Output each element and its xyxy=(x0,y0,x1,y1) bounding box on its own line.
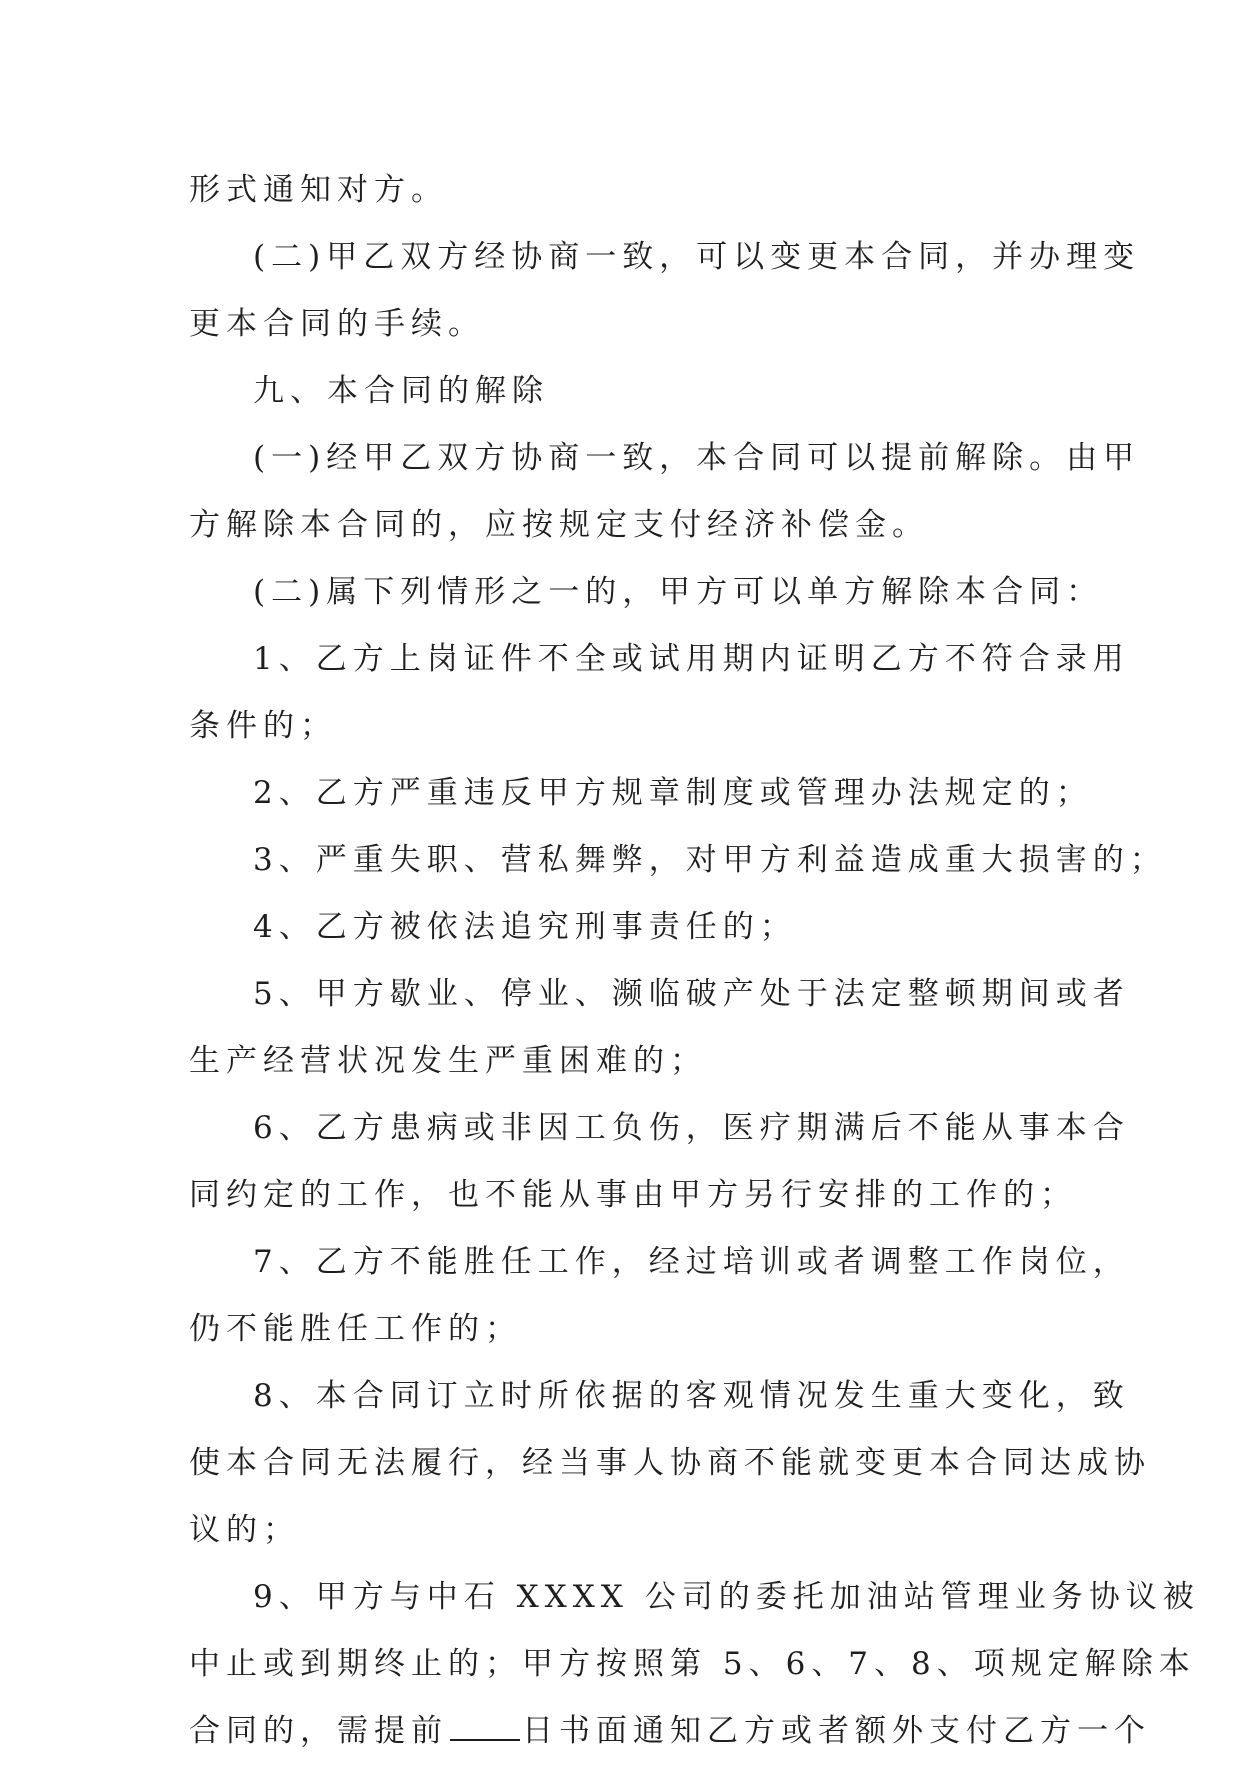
text-line-with-blank xyxy=(189,1698,1151,1765)
list-item: 5、甲方歇业、停业、濒临破产处于法定整顿期间或者 xyxy=(253,976,1130,1012)
fill-in-blank xyxy=(450,1711,520,1741)
text-line: 更本合同的手续。 xyxy=(189,306,485,342)
list-item: 1、乙方上岗证件不全或试用期内证明乙方不符合录用 xyxy=(253,641,1130,677)
list-item: 2、乙方严重违反甲方规章制度或管理办法规定的； xyxy=(253,775,1093,811)
section-heading: 九、本合同的解除 xyxy=(253,373,549,409)
text-line: (二)甲乙双方经协商一致，可以变更本合同，并办理变 xyxy=(253,239,1141,275)
text-line: 形式通知对方。 xyxy=(189,172,448,208)
text-segment: 合同的，需提前 xyxy=(189,1713,448,1749)
text-line: 仍不能胜任工作的； xyxy=(189,1311,522,1347)
text-line: (二)属下列情形之一的，甲方可以单方解除本合同： xyxy=(253,574,1104,610)
text-line: 生产经营状况发生严重困难的； xyxy=(189,1043,707,1079)
list-item: 8、本合同订立时所依据的客观情况发生重大变化，致 xyxy=(253,1378,1130,1414)
list-item: 9、甲方与中石 XXXX 公司的委托加油站管理业务协议被 xyxy=(253,1579,1200,1615)
text-line: (一)经甲乙双方协商一致，本合同可以提前解除。由甲 xyxy=(253,440,1141,476)
text-segment: 日书面通知乙方或者额外支付乙方一个 xyxy=(522,1713,1151,1749)
list-item: 3、严重失职、营私舞弊，对甲方利益造成重大损害的； xyxy=(253,842,1167,878)
text-line: 议的； xyxy=(189,1512,300,1548)
list-item: 4、乙方被依法追究刑事责任的； xyxy=(253,909,797,945)
text-line: 同约定的工作，也不能从事由甲方另行安排的工作的； xyxy=(189,1177,1077,1213)
list-item: 6、乙方患病或非因工负伤，医疗期满后不能从事本合 xyxy=(253,1110,1130,1146)
contract-body xyxy=(189,157,1200,1765)
text-line: 使本合同无法履行，经当事人协商不能就变更本合同达成协 xyxy=(189,1445,1151,1481)
text-line: 方解除本合同的，应按规定支付经济补偿金。 xyxy=(189,507,929,543)
list-item: 7、乙方不能胜任工作，经过培训或者调整工作岗位， xyxy=(253,1244,1130,1280)
text-line: 条件的； xyxy=(189,708,337,744)
text-line: 中止或到期终止的；甲方按照第 5、6、7、8、项规定解除本 xyxy=(189,1646,1196,1682)
